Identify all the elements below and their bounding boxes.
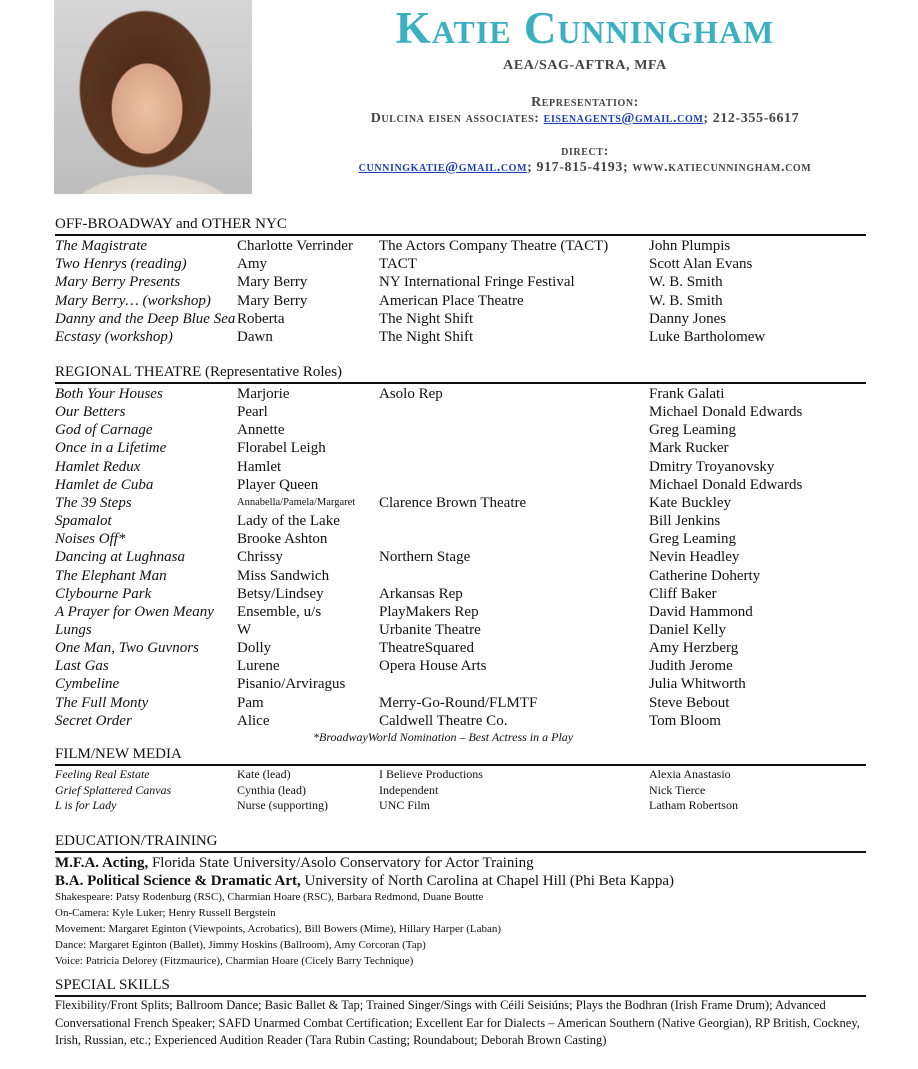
credit-role: Mary Berry (237, 274, 308, 291)
credit-row (0, 675, 918, 693)
agency-email-link[interactable]: eisenagents@gmail.com (543, 111, 704, 126)
credit-role: Florabel Leigh (237, 440, 326, 457)
credit-role: Pearl (237, 404, 268, 421)
section-title-film: FILM/NEW MEDIA (55, 746, 182, 762)
credit-row (0, 458, 918, 476)
credit-row (0, 603, 918, 621)
credit-role: Lurene (237, 658, 280, 675)
credit-director: Frank Galati (649, 386, 725, 402)
credit-role: Dawn (237, 329, 273, 345)
credit-director: Cliff Baker (649, 585, 717, 602)
credit-title: Mary Berry Presents (55, 274, 181, 291)
credit-role: Betsy/Lindsey (237, 585, 324, 602)
credit-venue: Opera House Arts (379, 658, 487, 675)
credit-venue: Northern Stage (379, 549, 471, 566)
credit-row (0, 694, 918, 712)
credit-director: John Plumpis (649, 238, 731, 254)
credit-venue: Arkansas Rep (379, 585, 463, 602)
credit-director: Michael Donald Edwards (649, 476, 803, 493)
degree-ba (55, 873, 674, 890)
credit-director: David Hammond (649, 603, 753, 620)
credit-row (0, 328, 918, 346)
credit-venue: Urbanite Theatre (379, 621, 481, 638)
credit-director: Tom Bloom (649, 712, 721, 729)
credit-title: Noises Off* (55, 531, 126, 548)
credit-row (0, 310, 918, 328)
direct-contact: ; 917-815-4193; www.katiecunningham.com (527, 160, 812, 175)
credit-role: Annabella/Pamela/Margaret (237, 496, 356, 508)
credit-title: Clybourne Park (55, 585, 152, 602)
credit-row (0, 292, 918, 310)
credit-venue: TheatreSquared (379, 640, 474, 657)
credit-title: L is for Lady (55, 798, 117, 812)
credit-row (0, 403, 918, 421)
skills-text: Flexibility/Front Splits; Ballroom Dance; Basic Ballet & Tap; Trained Singer/Sings with Céili Seisiúns; Plays the Bodhran (Irish Frame Drum); Advanced Conversational French Speaker; SAFD Unarmed Combat Certification; Excellent Ear for Dialects – American Southern (Native Georgian), RP British, Cockney, Irish, Russian, etc.; Experienced Audition Reader (Tara Rubin Casting; Roundabout; Deborah Brown Casting) (55, 998, 860, 1047)
credit-venue: Clarence Brown Theatre (379, 494, 527, 511)
credit-title: Both Your Houses (55, 386, 163, 402)
credit-venue: TACT (379, 256, 417, 273)
credit-title: Spamalot (55, 513, 112, 530)
credit-role: Lady of the Lake (237, 513, 340, 530)
agency-phone: ; 212-355-6617 (703, 111, 800, 126)
credit-director: Michael Donald Edwards (649, 404, 803, 421)
credit-title: Last Gas (55, 658, 109, 675)
credit-venue: The Night Shift (379, 329, 474, 345)
credit-title: Our Betters (55, 404, 126, 421)
credit-title: Hamlet Redux (55, 458, 141, 475)
credit-director: Latham Robertson (649, 798, 738, 812)
credit-director: Catherine Doherty (649, 567, 761, 584)
nomination-note: *BroadwayWorld Nomination – Best Actress in a Play (313, 730, 574, 744)
training-line: Shakespeare: Patsy Rodenburg (RSC), Charmian Hoare (RSC), Barbara Redmond, Duane Boutte (55, 891, 484, 903)
credit-title: The Full Monty (55, 694, 149, 711)
credit-row (0, 712, 918, 730)
credit-row (0, 476, 918, 494)
credit-venue: The Actors Company Theatre (TACT) (379, 238, 609, 254)
credit-role: Amy (237, 256, 267, 273)
credit-row (0, 585, 918, 603)
credit-venue: Independent (379, 782, 439, 797)
credit-director: Steve Bebout (649, 694, 730, 711)
actor-name: Katie Cunningham (395, 3, 775, 53)
credit-title: The Magistrate (55, 238, 148, 254)
credit-title: Cymbeline (55, 676, 120, 693)
degree-mfa-school: Florida State University/Asolo Conservatory for Actor Training (148, 855, 534, 871)
credit-row (0, 273, 918, 291)
credit-row (0, 237, 918, 255)
agency-name: Dulcina eisen associates: (370, 111, 544, 126)
credit-venue: The Night Shift (379, 310, 474, 327)
credit-venue: American Place Theatre (379, 292, 524, 309)
credit-row (0, 385, 918, 403)
credit-venue: I Believe Productions (379, 767, 483, 781)
agency-line (340, 111, 830, 127)
credit-row (0, 255, 918, 273)
credit-row (0, 421, 918, 439)
credit-title: Feeling Real Estate (55, 767, 150, 781)
credit-title: Lungs (55, 621, 92, 638)
credit-director: Nevin Headley (649, 549, 740, 566)
credit-row (0, 639, 918, 657)
credit-row (0, 567, 918, 585)
representation-label: Representation: (531, 95, 639, 110)
training-line: Voice: Patricia Delorey (Fitzmaurice), Charmian Hoare (Cicely Barry Technique) (55, 955, 414, 967)
headshot-photo (54, 0, 252, 194)
credit-title: Danny and the Deep Blue Sea (55, 310, 236, 327)
credit-role: W (237, 621, 252, 638)
credit-role: Cynthia (lead) (237, 782, 306, 797)
credit-title: Once in a Lifetime (55, 440, 167, 457)
credit-title: Secret Order (55, 712, 132, 729)
credit-title: Mary Berry… (workshop) (55, 292, 211, 309)
credit-row (0, 512, 918, 530)
credit-row (0, 530, 918, 548)
section-divider (55, 851, 866, 853)
credit-role: Pam (237, 694, 264, 711)
credit-row (0, 548, 918, 566)
credit-role: Charlotte Verrinder (237, 238, 353, 254)
credit-title: The 39 Steps (55, 494, 132, 511)
credit-role: Roberta (237, 310, 285, 327)
credit-role: Annette (237, 422, 285, 439)
credit-director: Luke Bartholomew (649, 329, 766, 345)
credit-title: God of Carnage (55, 422, 153, 439)
degree-mfa-title: M.F.A. Acting, (55, 855, 149, 871)
credit-title: Dancing at Lughnasa (55, 549, 186, 566)
credit-role: Hamlet (237, 458, 282, 475)
training-line: Movement: Margaret Eginton (Viewpoints, Acrobatics), Bill Bowers (Mime), Hillary Harper (Laban) (55, 923, 502, 935)
credit-director: Danny Jones (649, 310, 727, 327)
section-title-education: EDUCATION/TRAINING (55, 833, 218, 849)
credit-director: Bill Jenkins (649, 513, 721, 530)
credit-venue: Asolo Rep (379, 386, 443, 402)
degree-ba-school: University of North Carolina at Chapel Hill (Phi Beta Kappa) (300, 873, 675, 889)
section-divider (55, 764, 866, 766)
credit-row (0, 657, 918, 675)
credit-director: Nick Tierce (649, 782, 706, 797)
credit-row (0, 621, 918, 639)
credit-role: Player Queen (237, 476, 319, 493)
credit-director: Judith Jerome (649, 658, 733, 675)
credit-venue: NY International Fringe Festival (379, 274, 575, 291)
credit-role: Marjorie (237, 386, 290, 402)
credit-venue: Caldwell Theatre Co. (379, 712, 508, 729)
direct-label: direct: (561, 144, 609, 159)
credit-row (0, 798, 918, 816)
credit-title: The Elephant Man (55, 567, 167, 584)
credit-director: Mark Rucker (649, 440, 729, 457)
credit-role: Pisanio/Arviragus (237, 676, 346, 693)
credit-director: Greg Leaming (649, 422, 737, 439)
degree-ba-title: B.A. Political Science & Dramatic Art, (55, 873, 301, 889)
credit-director: Kate Buckley (649, 494, 732, 511)
credit-director: Scott Alan Evans (649, 256, 753, 273)
credit-role: Brooke Ashton (237, 531, 328, 548)
training-line: Dance: Margaret Eginton (Ballet), Jimmy Hoskins (Ballroom), Amy Corcoran (Tap) (55, 939, 426, 951)
degree-mfa (55, 855, 534, 872)
credit-row (0, 494, 918, 512)
credit-role: Mary Berry (237, 292, 308, 309)
credit-title: Hamlet de Cuba (55, 476, 154, 493)
section-title-regional: REGIONAL THEATRE (Representative Roles) (55, 364, 343, 380)
credit-row (0, 439, 918, 457)
credit-role: Ensemble, u/s (237, 603, 322, 620)
credit-director: Dmitry Troyanovsky (649, 458, 775, 475)
credit-role: Dolly (237, 640, 272, 657)
credit-role: Miss Sandwich (237, 567, 330, 584)
credit-role: Chrissy (237, 549, 283, 566)
direct-email-link[interactable]: cunningkatie@gmail.com (358, 160, 528, 175)
credit-title: Grief Splattered Canvas (55, 782, 172, 797)
credit-title: One Man, Two Guvnors (55, 640, 199, 657)
credit-venue: UNC Film (379, 798, 431, 812)
credit-director: W. B. Smith (649, 292, 723, 309)
section-title-off-broadway: OFF-BROADWAY and OTHER NYC (55, 216, 287, 232)
credit-director: Greg Leaming (649, 531, 737, 548)
section-divider (55, 382, 866, 384)
credit-title: Ecstasy (workshop) (55, 329, 173, 345)
direct-line (340, 160, 830, 176)
credit-director: Amy Herzberg (649, 640, 739, 657)
credit-role: Nurse (supporting) (237, 798, 328, 812)
credit-venue: PlayMakers Rep (379, 603, 479, 620)
section-title-skills: SPECIAL SKILLS (55, 977, 170, 993)
credit-venue: Merry-Go-Round/FLMTF (379, 694, 538, 711)
unions-line: AEA/SAG-AFTRA, MFA (503, 58, 667, 73)
credit-director: Daniel Kelly (649, 621, 727, 638)
credit-role: Kate (lead) (237, 767, 291, 781)
credit-role: Alice (237, 712, 270, 729)
credit-director: Alexia Anastasio (649, 767, 731, 781)
credit-title: Two Henrys (reading) (55, 256, 187, 273)
credit-title: A Prayer for Owen Meany (55, 603, 214, 620)
training-line: On-Camera: Kyle Luker; Henry Russell Bergstein (55, 907, 276, 919)
credit-director: Julia Whitworth (649, 676, 746, 693)
credit-director: W. B. Smith (649, 274, 723, 291)
section-divider (55, 234, 866, 236)
